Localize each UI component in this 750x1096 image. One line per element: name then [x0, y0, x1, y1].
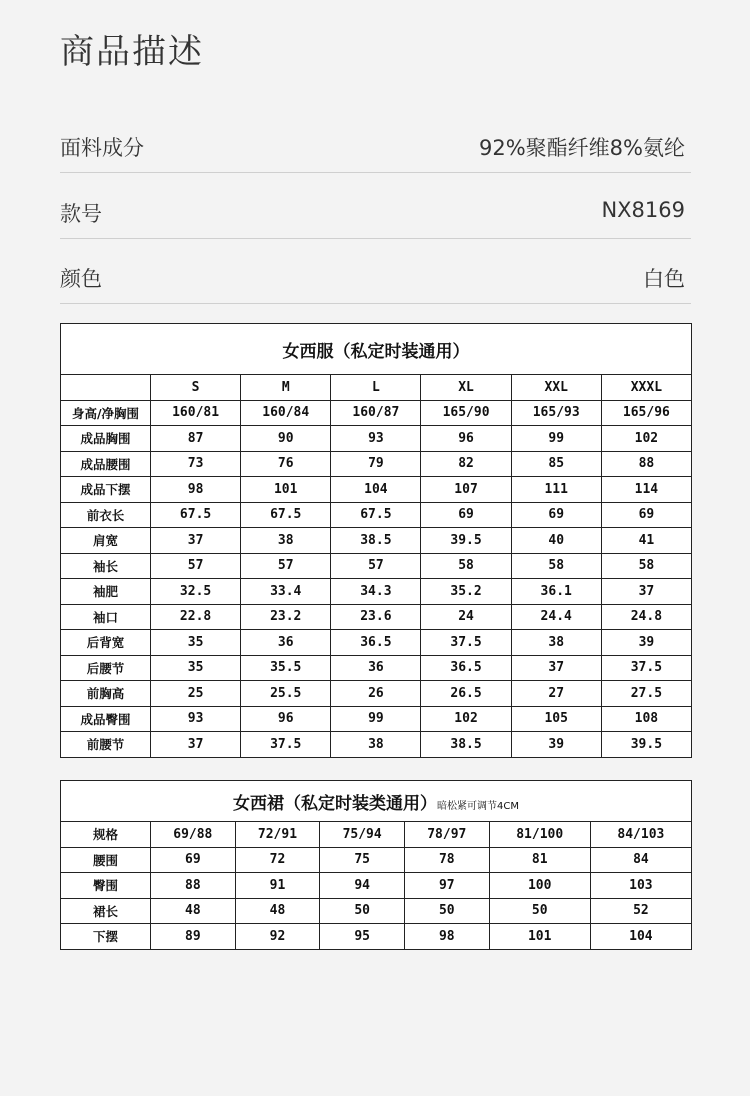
table-row — [61, 655, 692, 681]
row-label: 成品下摆 — [61, 477, 151, 503]
row-label: 袖口 — [61, 604, 151, 630]
spec-row-style-number — [60, 190, 691, 239]
table-cell: 57 — [241, 553, 331, 579]
table-row — [61, 426, 692, 452]
table-cell: 39.5 — [601, 732, 691, 758]
row-label: 后背宽 — [61, 630, 151, 656]
table-cell: 111 — [511, 477, 601, 503]
table-cell: 24.8 — [601, 604, 691, 630]
table-row — [61, 400, 692, 426]
table-cell: 22.8 — [151, 604, 241, 630]
table-cell: 26.5 — [421, 681, 511, 707]
table-cell: 69 — [601, 502, 691, 528]
table-cell: 108 — [601, 706, 691, 732]
table-cell: 39 — [601, 630, 691, 656]
table-cell: 94 — [320, 873, 405, 899]
table-row — [61, 604, 692, 630]
table-cell: 36.1 — [511, 579, 601, 605]
row-label: 袖肥 — [61, 579, 151, 605]
table-row — [61, 477, 692, 503]
table-cell: 81 — [489, 847, 590, 873]
table-cell: 88 — [601, 451, 691, 477]
table-cell: 165/93 — [511, 400, 601, 426]
table-cell: 27 — [511, 681, 601, 707]
table-cell: 39.5 — [421, 528, 511, 554]
table-cell: 84 — [590, 847, 691, 873]
table-cell: 48 — [235, 898, 320, 924]
table-cell: 38.5 — [421, 732, 511, 758]
table-cell: 98 — [151, 477, 241, 503]
table-row — [61, 924, 692, 950]
page-title: 商品描述 — [60, 32, 204, 72]
header-cell-empty — [61, 375, 151, 401]
table-cell: 69 — [421, 502, 511, 528]
table-cell: 104 — [590, 924, 691, 950]
table-cell: 35.2 — [421, 579, 511, 605]
table-cell: 41 — [601, 528, 691, 554]
table-cell: 67.5 — [331, 502, 421, 528]
header-cell: 75/94 — [320, 822, 405, 848]
table-cell: 33.4 — [241, 579, 331, 605]
table-row — [61, 451, 692, 477]
table-cell: 93 — [331, 426, 421, 452]
table-cell: 160/81 — [151, 400, 241, 426]
table-cell: 38.5 — [331, 528, 421, 554]
table-cell: 98 — [404, 924, 489, 950]
table-cell: 37 — [601, 579, 691, 605]
table-cell: 88 — [151, 873, 236, 899]
table-cell: 69 — [151, 847, 236, 873]
table-cell: 27.5 — [601, 681, 691, 707]
table-cell: 101 — [489, 924, 590, 950]
table-cell: 34.3 — [331, 579, 421, 605]
table-cell: 36 — [331, 655, 421, 681]
spec-label: 颜色 — [60, 267, 102, 291]
table-cell: 87 — [151, 426, 241, 452]
table-caption: 女西服（私定时装通用） — [61, 324, 692, 375]
table-cell: 78 — [404, 847, 489, 873]
table-cell: 114 — [601, 477, 691, 503]
table-cell: 57 — [151, 553, 241, 579]
table-cell: 52 — [590, 898, 691, 924]
table-cell: 38 — [331, 732, 421, 758]
table-cell: 104 — [331, 477, 421, 503]
table-cell: 102 — [601, 426, 691, 452]
row-label: 成品胸围 — [61, 426, 151, 452]
table-cell: 160/84 — [241, 400, 331, 426]
table-cell: 91 — [235, 873, 320, 899]
table-cell: 24.4 — [511, 604, 601, 630]
spec-row-color — [60, 255, 691, 304]
table-cell: 37 — [151, 732, 241, 758]
table-row — [61, 528, 692, 554]
header-cell: S — [151, 375, 241, 401]
table-cell: 75 — [320, 847, 405, 873]
spec-value: NX8169 — [601, 198, 685, 222]
table-cell: 72 — [235, 847, 320, 873]
skirt-size-table — [60, 780, 692, 950]
table-cell: 99 — [511, 426, 601, 452]
table-cell: 23.6 — [331, 604, 421, 630]
row-label: 前腰节 — [61, 732, 151, 758]
table-cell: 35.5 — [241, 655, 331, 681]
header-cell: XXXL — [601, 375, 691, 401]
header-cell: 72/91 — [235, 822, 320, 848]
table-caption — [61, 781, 692, 822]
table-row — [61, 630, 692, 656]
table-cell: 36.5 — [331, 630, 421, 656]
row-label: 袖长 — [61, 553, 151, 579]
row-label: 腰围 — [61, 847, 151, 873]
header-cell: XL — [421, 375, 511, 401]
row-label: 肩宽 — [61, 528, 151, 554]
jacket-size-table — [60, 323, 692, 758]
table-cell: 96 — [241, 706, 331, 732]
table-cell: 89 — [151, 924, 236, 950]
table-cell: 69 — [511, 502, 601, 528]
table-cell: 58 — [601, 553, 691, 579]
table-cell: 76 — [241, 451, 331, 477]
spec-value: 92%聚酯纤维8%氨纶 — [479, 136, 685, 160]
table-cell: 23.2 — [241, 604, 331, 630]
table-row — [61, 579, 692, 605]
table-cell: 90 — [241, 426, 331, 452]
table-row — [61, 553, 692, 579]
table-cell: 38 — [511, 630, 601, 656]
table-cell: 165/96 — [601, 400, 691, 426]
row-label: 下摆 — [61, 924, 151, 950]
table-cell: 48 — [151, 898, 236, 924]
table-row — [61, 732, 692, 758]
row-label: 裙长 — [61, 898, 151, 924]
table-cell: 57 — [331, 553, 421, 579]
table-cell: 79 — [331, 451, 421, 477]
table-row — [61, 898, 692, 924]
row-label: 前胸高 — [61, 681, 151, 707]
row-label: 臀围 — [61, 873, 151, 899]
row-label: 后腰节 — [61, 655, 151, 681]
table-row — [61, 847, 692, 873]
row-label: 成品臀围 — [61, 706, 151, 732]
table-cell: 102 — [421, 706, 511, 732]
row-label: 前衣长 — [61, 502, 151, 528]
header-cell: 84/103 — [590, 822, 691, 848]
table-cell: 37.5 — [241, 732, 331, 758]
table-cell: 82 — [421, 451, 511, 477]
table-cell: 39 — [511, 732, 601, 758]
table-cell: 58 — [421, 553, 511, 579]
header-row — [61, 822, 692, 848]
header-label: 规格 — [61, 822, 151, 848]
table-cell: 24 — [421, 604, 511, 630]
row-label: 成品腰围 — [61, 451, 151, 477]
table-cell: 32.5 — [151, 579, 241, 605]
table-cell: 25 — [151, 681, 241, 707]
table-cell: 37.5 — [421, 630, 511, 656]
table-cell: 107 — [421, 477, 511, 503]
table-row — [61, 706, 692, 732]
table-cell: 93 — [151, 706, 241, 732]
table-cell: 96 — [421, 426, 511, 452]
table-cell: 105 — [511, 706, 601, 732]
table-cell: 35 — [151, 630, 241, 656]
spec-label: 面料成分 — [60, 136, 144, 160]
table-cell: 37 — [511, 655, 601, 681]
table-cell: 73 — [151, 451, 241, 477]
table-cell: 36 — [241, 630, 331, 656]
table-cell: 37.5 — [601, 655, 691, 681]
table-cell: 36.5 — [421, 655, 511, 681]
header-row — [61, 375, 692, 401]
header-cell: 81/100 — [489, 822, 590, 848]
table-cell: 50 — [404, 898, 489, 924]
caption-text: 女西裙（私定时装类通用） — [233, 793, 437, 814]
table-cell: 35 — [151, 655, 241, 681]
table-cell: 165/90 — [421, 400, 511, 426]
table-cell: 95 — [320, 924, 405, 950]
header-cell: L — [331, 375, 421, 401]
row-label: 身高/净胸围 — [61, 400, 151, 426]
spec-label: 款号 — [60, 202, 102, 226]
spec-row-fabric — [60, 124, 691, 173]
table-cell: 101 — [241, 477, 331, 503]
table-cell: 50 — [489, 898, 590, 924]
table-cell: 50 — [320, 898, 405, 924]
table-cell: 67.5 — [241, 502, 331, 528]
header-cell: 78/97 — [404, 822, 489, 848]
table-cell: 103 — [590, 873, 691, 899]
table-cell: 100 — [489, 873, 590, 899]
table-cell: 37 — [151, 528, 241, 554]
table-cell: 92 — [235, 924, 320, 950]
header-cell: M — [241, 375, 331, 401]
table-cell: 40 — [511, 528, 601, 554]
table-row — [61, 681, 692, 707]
table-cell: 26 — [331, 681, 421, 707]
caption-note: 暗松紧可调节4CM — [437, 800, 519, 812]
table-cell: 67.5 — [151, 502, 241, 528]
table-cell: 58 — [511, 553, 601, 579]
table-cell: 160/87 — [331, 400, 421, 426]
table-cell: 97 — [404, 873, 489, 899]
table-cell: 99 — [331, 706, 421, 732]
header-cell: XXL — [511, 375, 601, 401]
table-cell: 85 — [511, 451, 601, 477]
spec-value: 白色 — [643, 267, 685, 291]
table-row — [61, 873, 692, 899]
table-row — [61, 502, 692, 528]
table-cell: 25.5 — [241, 681, 331, 707]
table-cell: 38 — [241, 528, 331, 554]
header-cell: 69/88 — [151, 822, 236, 848]
